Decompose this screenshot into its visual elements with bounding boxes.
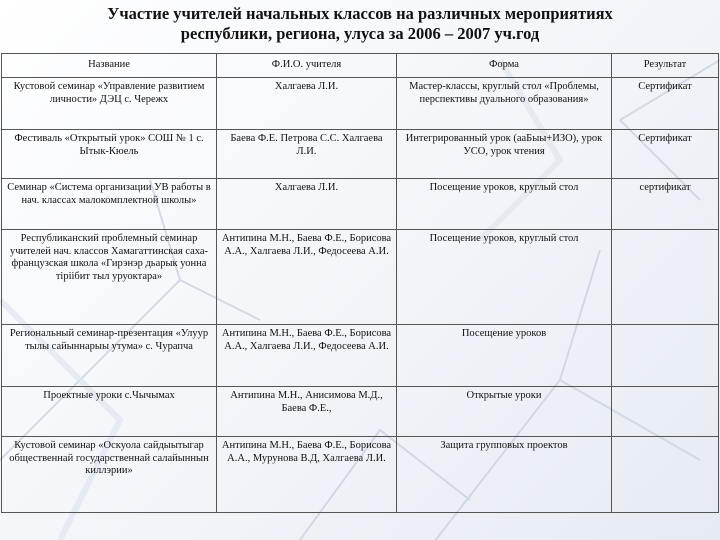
cell-form: Посещение уроков, круглый стол xyxy=(397,179,612,230)
table-row xyxy=(2,437,719,513)
table-row xyxy=(2,179,719,230)
cell-result xyxy=(612,325,719,387)
page-title xyxy=(20,4,700,44)
title-line-1: Участие учителей начальных классов на различных мероприятиях xyxy=(107,4,613,23)
events-table xyxy=(1,53,719,513)
cell-result: Сертификат xyxy=(612,130,719,179)
header-result: Результат xyxy=(612,54,719,78)
cell-event-name: Республиканский проблемный семинар учителей нач. классов Хамагаттинская саха-французская школа «Гирэнэр дьарык уонна тiрiiбит тыл уруоктара» xyxy=(2,230,217,325)
cell-event-name: Семинар «Система организации УВ работы в нач. классах малокомплектной школы» xyxy=(2,179,217,230)
cell-form: Посещение уроков xyxy=(397,325,612,387)
cell-event-name: Региональный семинар-презентация «Улуур тылы сайыннарыы утума» с. Чурапча xyxy=(2,325,217,387)
cell-teacher: Антипина М.Н., Баева Ф.Е., Борисова А.А., Халгаева Л.И., Федосеева А.И. xyxy=(217,325,397,387)
header-form: Форма xyxy=(397,54,612,78)
cell-result: сертификат xyxy=(612,179,719,230)
table-row xyxy=(2,325,719,387)
cell-teacher: Антипина М.Н., Анисимова М.Д., Баева Ф.Е., xyxy=(217,387,397,437)
title-line-2: республики, региона, улуса за 2006 – 2007 уч.год xyxy=(180,24,540,43)
table-row xyxy=(2,230,719,325)
table-row xyxy=(2,130,719,179)
cell-result: Сертификат xyxy=(612,78,719,130)
table-row xyxy=(2,387,719,437)
cell-result xyxy=(612,437,719,513)
cell-teacher: Баева Ф.Е. Петрова С.С. Халгаева Л.И. xyxy=(217,130,397,179)
cell-teacher: Антипина М.Н., Баева Ф.Е., Борисова А.А., Мурунова В.Д, Халгаева Л.И. xyxy=(217,437,397,513)
cell-form: Посещение уроков, круглый стол xyxy=(397,230,612,325)
header-name: Название xyxy=(2,54,217,78)
cell-teacher: Халгаева Л.И. xyxy=(217,78,397,130)
cell-event-name: Кустовой семинар «Оскуола сайдыытыгар общественнай государственнай салайыннын киллэрии» xyxy=(2,437,217,513)
cell-event-name: Фестиваль «Открытый урок» СОШ № 1 с. Ытык-Кюель xyxy=(2,130,217,179)
table-row xyxy=(2,78,719,130)
cell-form: Интегрированный урок (ааБыы+ИЗО), урок УСО, урок чтения xyxy=(397,130,612,179)
table-header-row xyxy=(2,54,719,78)
cell-event-name: Кустовой семинар «Управление развитием личности» ДЭЦ с. Чережх xyxy=(2,78,217,130)
cell-form: Открытые уроки xyxy=(397,387,612,437)
cell-result xyxy=(612,387,719,437)
header-teacher: Ф.И.О. учителя xyxy=(217,54,397,78)
cell-teacher: Антипина М.Н., Баева Ф.Е., Борисова А.А., Халгаева Л.И., Федосеева А.И. xyxy=(217,230,397,325)
cell-form: Защита групповых проектов xyxy=(397,437,612,513)
cell-form: Мастер-классы, круглый стол «Проблемы, перспективы дуального образования» xyxy=(397,78,612,130)
cell-result xyxy=(612,230,719,325)
cell-teacher: Халгаева Л.И. xyxy=(217,179,397,230)
cell-event-name: Проектные уроки с.Чычымах xyxy=(2,387,217,437)
